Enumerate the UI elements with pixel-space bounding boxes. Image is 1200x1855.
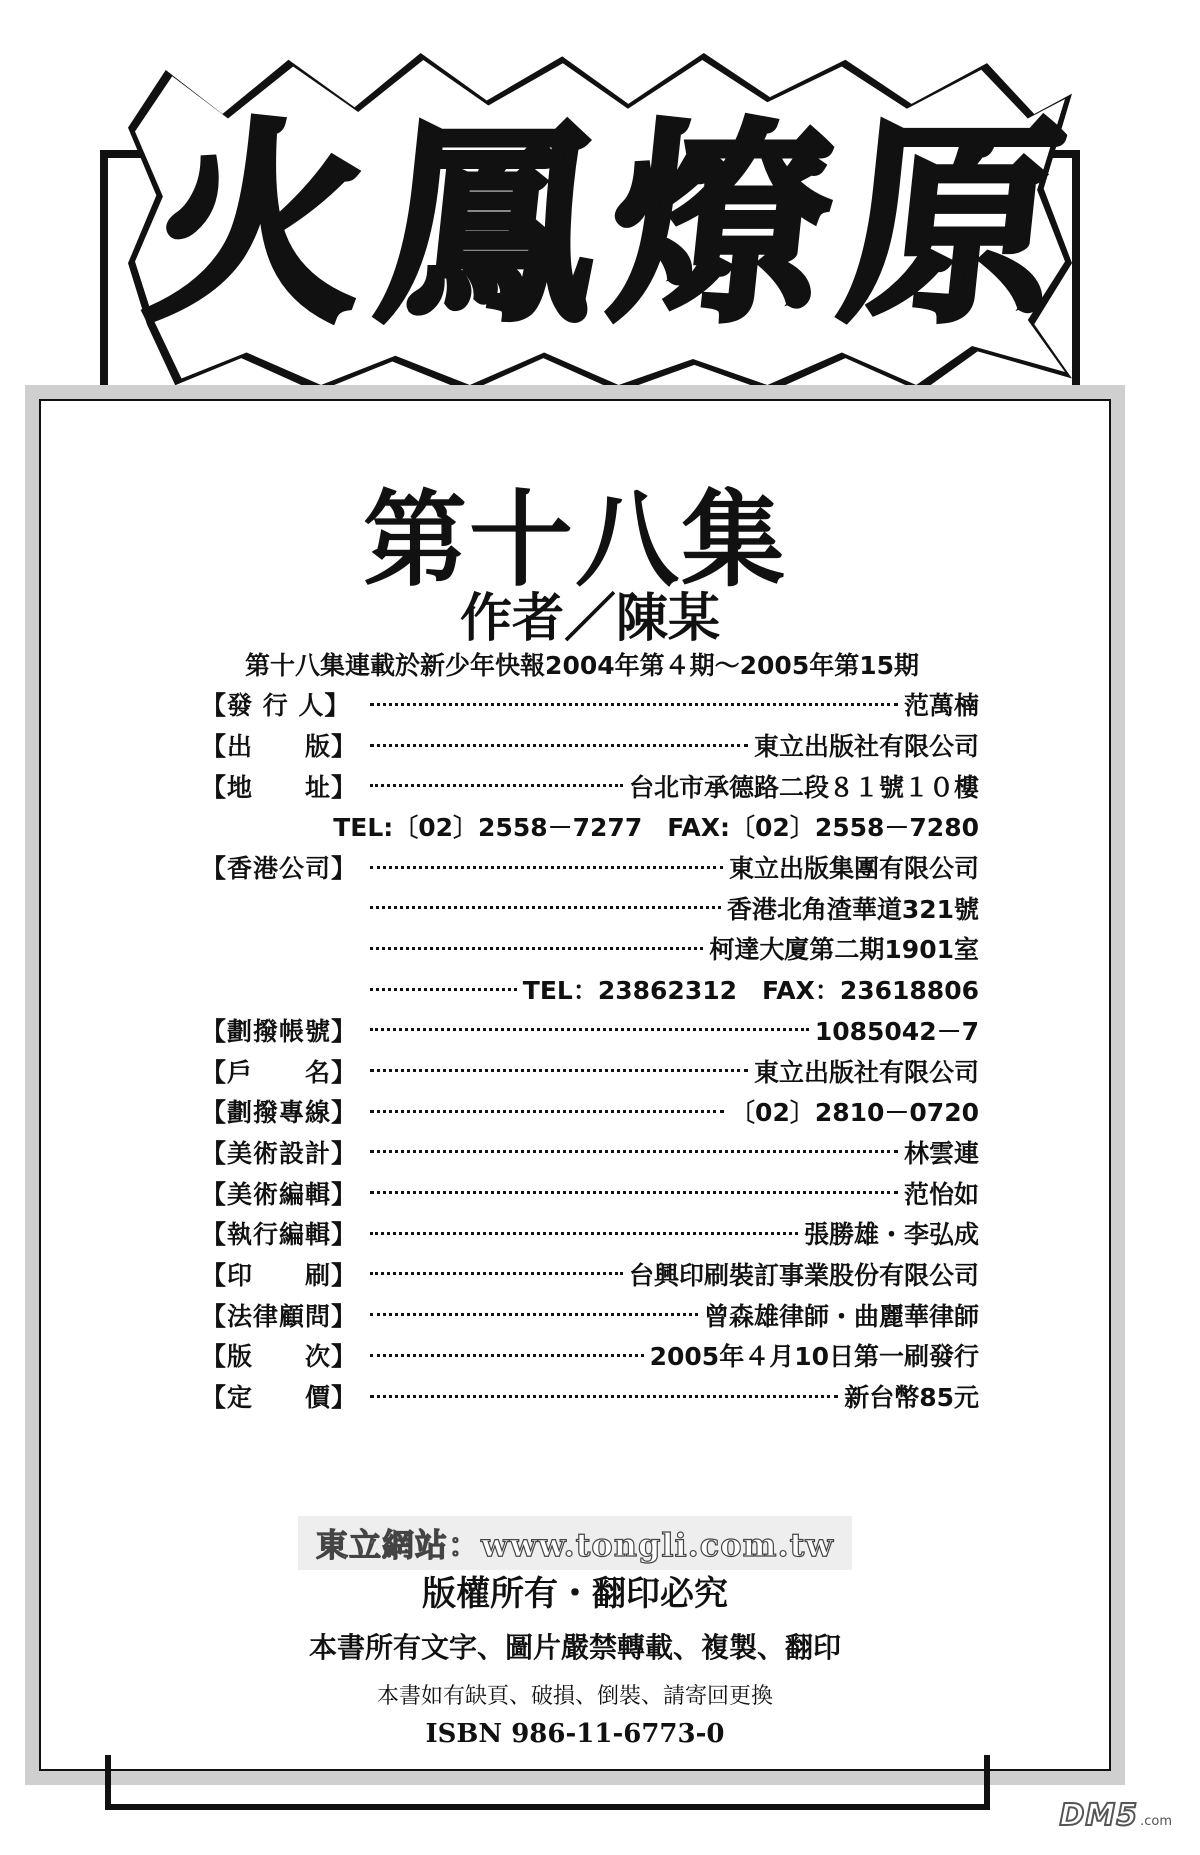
leader-dots	[370, 703, 898, 706]
volume-title: 第十八集	[362, 478, 787, 601]
credit-value: 台興印刷裝訂事業股份有限公司	[628, 1260, 979, 1290]
credit-value: 林雲連	[903, 1138, 979, 1168]
site-watermark	[1059, 1798, 1172, 1833]
credit-value: 東立出版社有限公司	[753, 1057, 979, 1087]
leader-dots	[370, 988, 517, 991]
credit-row-price	[201, 1376, 979, 1417]
watermark-logo: DM5	[1059, 1798, 1139, 1833]
colophon-box	[25, 385, 1125, 1785]
credit-row-address	[201, 765, 979, 806]
credit-value: 1085042－7	[814, 1016, 979, 1046]
title-char-4: 原	[831, 99, 1064, 351]
leader-dots	[370, 784, 623, 787]
leader-dots	[370, 1191, 898, 1194]
credit-row-hk-address-2	[201, 928, 979, 969]
credit-row-printer	[201, 1254, 979, 1295]
credit-label: 【美術編輯】	[201, 1179, 358, 1209]
credit-row-hk-company	[201, 847, 979, 888]
credit-value: 台北市承德路二段８１號１０樓	[628, 772, 979, 802]
reproduction-notice: 本書所有文字、圖片嚴禁轉載、複製、翻印	[308, 1631, 841, 1664]
leader-dots	[370, 1272, 623, 1275]
credit-value: 2005年４月10日第一刷發行	[649, 1342, 979, 1372]
credit-label: 【出 版】	[201, 732, 358, 762]
credit-label: 【印 刷】	[201, 1260, 358, 1290]
credit-value: 曾森雄律師・曲麗華律師	[703, 1301, 979, 1331]
leader-dots	[370, 866, 723, 869]
leader-dots	[370, 1232, 798, 1235]
credit-label: 【版 次】	[201, 1342, 358, 1372]
credit-row-exec-editor	[201, 1213, 979, 1254]
credit-label: 【發 行 人】	[201, 691, 351, 721]
credit-value: 〔02〕2810－0720	[730, 1098, 979, 1128]
credit-row-account-no	[201, 1010, 979, 1051]
credit-value: TEL：23862312 FAX：23618806	[522, 976, 979, 1006]
leader-dots	[370, 1150, 898, 1153]
isbn: ISBN 986-11-6773-0	[425, 1719, 725, 1749]
credits-list	[201, 684, 979, 1416]
leader-dots	[370, 906, 721, 909]
leader-dots	[370, 1313, 698, 1316]
serialization-note: 第十八集連載於新少年快報2004年第４期～2005年第15期	[245, 651, 919, 680]
series-title-logo	[136, 90, 1064, 360]
leader-dots	[370, 744, 748, 747]
leader-dots	[370, 1069, 748, 1072]
credit-value: 范怡如	[903, 1179, 979, 1209]
credit-row-tel-fax	[201, 806, 979, 847]
title-char-3: 燎	[600, 99, 832, 351]
credit-label: 【地 址】	[201, 772, 358, 802]
credit-value: 香港北角渣華道321號	[726, 894, 979, 924]
credit-label: 【劃撥帳號】	[201, 1016, 358, 1046]
leader-dots	[370, 1110, 724, 1113]
credit-row-hk-address-1	[201, 887, 979, 928]
replacement-notice: 本書如有缺頁、破損、倒裝、請寄回更換	[376, 1684, 773, 1709]
credit-row-account-line	[201, 1091, 979, 1132]
website-line	[41, 1516, 1109, 1570]
credit-label: 【美術設計】	[201, 1138, 358, 1168]
leader-dots	[370, 1354, 644, 1357]
title-char-1: 火	[136, 99, 369, 351]
credit-value: 張勝雄・李弘成	[803, 1220, 979, 1250]
colophon-inner	[39, 399, 1111, 1771]
credit-row-account-name	[201, 1050, 979, 1091]
credit-row-issuer	[201, 725, 979, 766]
leader-dots	[370, 947, 703, 950]
credit-label: 【香港公司】	[201, 854, 358, 884]
bottom-frame	[105, 1755, 990, 1810]
title-char-2: 鳳	[368, 99, 600, 351]
credit-value: 新台幣85元	[844, 1383, 979, 1413]
credit-value: 范萬楠	[903, 691, 979, 721]
author-line: 作者／陳某	[459, 589, 720, 649]
credit-label: 【執行編輯】	[201, 1220, 358, 1250]
credit-value: 東立出版社有限公司	[753, 732, 979, 762]
credit-value: TEL:〔02〕2558－7277 FAX:〔02〕2558－7280	[333, 813, 979, 843]
credit-row-hk-tel-fax	[201, 969, 979, 1010]
leader-dots	[370, 1028, 809, 1031]
credit-row-art-editor	[201, 1172, 979, 1213]
credit-label: 【劃撥專線】	[201, 1098, 358, 1128]
credit-value: 東立出版集團有限公司	[728, 854, 979, 884]
credit-row-legal	[201, 1294, 979, 1335]
credit-row-publisher	[201, 684, 979, 725]
credit-row-edition	[201, 1335, 979, 1376]
credit-label: 【定 價】	[201, 1383, 358, 1413]
credit-label: 【法律顧問】	[201, 1301, 358, 1331]
leader-dots	[370, 1395, 838, 1398]
credit-label: 【戶 名】	[201, 1057, 358, 1087]
website-text: 東立網站：www.tongli.com.tw	[298, 1516, 852, 1570]
rights-notice: 版權所有・翻印必究	[422, 1574, 728, 1614]
credit-value: 柯達大廈第二期1901室	[709, 935, 979, 965]
credit-row-art-design	[201, 1132, 979, 1173]
watermark-suffix: .com	[1140, 1814, 1172, 1829]
